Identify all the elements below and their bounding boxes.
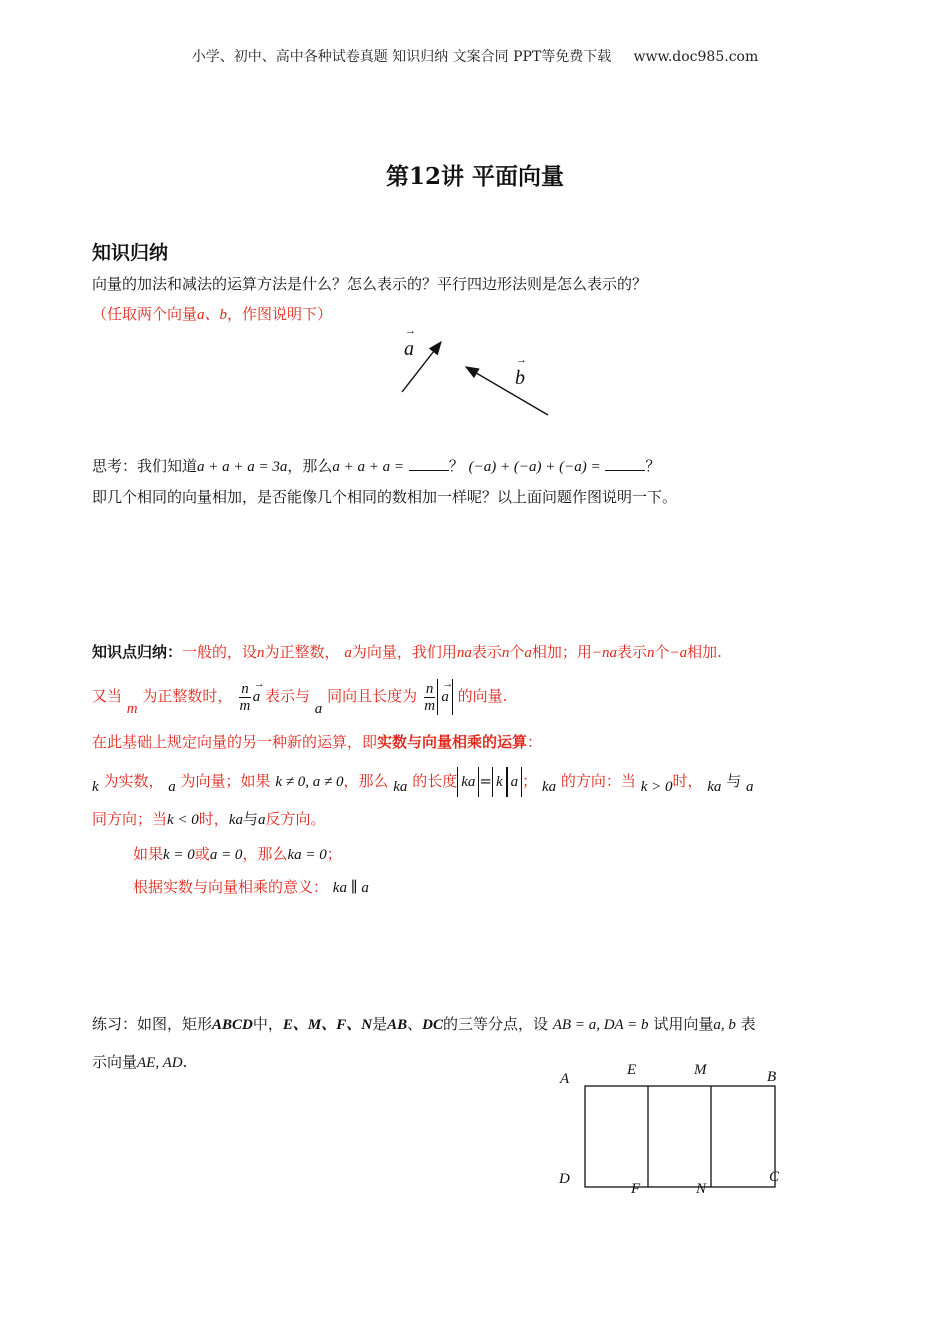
hint-suffix: ，作图说明下）: [227, 305, 333, 323]
summary-s3: 为向量，我们用: [351, 643, 457, 661]
line4-semicolon: ；: [522, 772, 538, 790]
line4-2: 为向量；如果: [180, 772, 271, 790]
abs-vec-arrow-mark: →: [442, 678, 454, 690]
summary-s5: 个: [509, 643, 525, 661]
line6-ka0: ka = 0: [287, 847, 327, 863]
ex-cond: AB = a, DA = b: [552, 1017, 649, 1033]
think-q2: ？: [645, 457, 661, 475]
line5-3: 与: [242, 810, 258, 828]
ex-line2-1: 示向量: [92, 1053, 138, 1071]
ex-rect: ABCD: [212, 1017, 253, 1033]
hint-prefix: （任取两个向量: [92, 305, 198, 323]
label-N: N: [696, 1181, 707, 1197]
ex-p4: 的三等分点，设: [442, 1015, 548, 1033]
line6-3: ；: [326, 845, 342, 863]
label-C: C: [769, 1169, 780, 1185]
summary-n: n: [257, 645, 265, 661]
ex-sep: 、: [407, 1015, 423, 1033]
line4-k: k: [92, 779, 99, 795]
think-eq3: (−a) + (−a) + (−a) =: [468, 459, 601, 475]
ex-line2-2: .: [182, 1053, 188, 1071]
line7-1: 根据实数与向量相乘的意义：: [133, 878, 329, 896]
line4-4: 的长度: [412, 772, 458, 790]
vec-a-letter: a: [252, 689, 261, 705]
summary-na: na: [456, 645, 472, 661]
question-text: 向量的加法和减法的运算方法是什么？怎么表示的？平行四边形法则是怎么表示的？: [92, 275, 648, 293]
vector-a-letter: a: [404, 338, 414, 360]
line2-2: 为正整数时，: [142, 687, 233, 705]
line5-1: 同方向；当: [92, 810, 168, 828]
vector-b-arrow-mark: →: [516, 354, 527, 366]
line5-k-lt: k < 0: [167, 812, 199, 828]
summary-label: 知识点归纳：: [92, 643, 183, 661]
line4-cond: k ≠ 0, a ≠ 0: [275, 774, 344, 790]
header-url[interactable]: www.doc985.com: [633, 49, 759, 65]
think-mid: ，那么: [287, 457, 333, 475]
line4-k-gt: k > 0: [640, 779, 673, 795]
vector-a-arrow-mark: →: [405, 325, 416, 337]
line6-1: 如果: [133, 845, 164, 863]
summary-neg-na: −na: [591, 645, 618, 661]
line4-a: a: [168, 779, 176, 795]
vector-b-letter: b: [515, 367, 525, 389]
line5-2: 时，: [198, 810, 229, 828]
summary-n-2: n: [501, 645, 510, 661]
line5-a: a: [258, 812, 266, 828]
line6-or: 或: [194, 845, 210, 863]
summary-s7: 相加.: [687, 643, 722, 661]
think-prefix: 思考：我们知道: [92, 457, 198, 475]
line5-4: 反方向。: [265, 810, 326, 828]
abs-ka: ka: [457, 767, 479, 797]
line4-yu: 与: [726, 772, 742, 790]
abs-a: a: [507, 767, 523, 797]
page-title: 第12讲 平面向量: [385, 163, 564, 190]
line3-1: 在此基础上规定向量的另一种新的运算，即: [92, 733, 378, 751]
line4-ka-3: ka: [707, 779, 722, 795]
ex-pts: E、M、F、N: [282, 1017, 373, 1033]
ex-ab: AB: [387, 1017, 408, 1033]
summary-s4: 表示: [471, 643, 502, 661]
abs-k: k: [492, 767, 507, 797]
label-B: B: [767, 1069, 777, 1085]
line4-a-2: a: [746, 779, 754, 795]
think-eq2: a + a + a =: [332, 459, 405, 475]
line4-ka: ka: [393, 779, 408, 795]
line4-1: 为实数，: [103, 772, 164, 790]
ex-p5: 试用向量: [653, 1015, 714, 1033]
section-heading: 知识归纳: [92, 242, 169, 264]
ex-p2: 中，: [252, 1015, 283, 1033]
frac-den: m: [239, 697, 251, 714]
rect-abcd: [585, 1086, 775, 1187]
ex-p3: 是: [372, 1015, 388, 1033]
summary-s5-2: 个: [654, 643, 670, 661]
think-eq1: a + a + a = 3a: [197, 459, 288, 475]
line6-2: ，那么: [242, 845, 288, 863]
line5-ka: ka: [228, 812, 243, 828]
frac2-num: n: [425, 680, 434, 697]
summary-neg-a: −a: [669, 645, 688, 661]
line2-4: 同向且长度为: [327, 687, 418, 705]
ex-p1: 练习：如图，矩形: [92, 1015, 213, 1033]
line6-k0: k = 0: [163, 847, 195, 863]
ex-p6: 表: [740, 1015, 756, 1033]
label-F: F: [631, 1181, 641, 1197]
line3-bold: 实数与向量相乘的运算: [377, 733, 528, 751]
frac-num: n: [241, 680, 249, 697]
line4-6: 时，: [672, 772, 703, 790]
ex-dc: DC: [422, 1017, 443, 1033]
think-line-2: 即几个相同的向量相加，是否能像几个相同的数相加一样呢？以上面问题作图说明一下。: [92, 488, 678, 506]
line4-5: 的方向：当: [560, 772, 636, 790]
summary-s6: 相加；用: [531, 643, 592, 661]
header-text: 小学、初中、高中各种试卷真题 知识归纳 文案合同 PPT等免费下载: [191, 49, 612, 65]
line2-a: a: [314, 701, 323, 717]
label-M: M: [694, 1062, 707, 1078]
line2-3: 表示与: [265, 687, 311, 705]
summary-n-3: n: [647, 645, 655, 661]
line2-m: m: [126, 701, 138, 717]
line7-parallel: ka ∥ a: [332, 880, 369, 896]
label-D: D: [559, 1171, 570, 1187]
summary-s2: 为正整数，: [264, 643, 340, 661]
ex-vars: a, b: [713, 1017, 736, 1033]
line4-3: ，那么: [343, 772, 389, 790]
summary-a-2: a: [524, 645, 532, 661]
think-q1: ？: [448, 457, 464, 475]
line2-1: 又当: [92, 687, 123, 705]
line4-ka-2: ka: [541, 779, 557, 795]
vec-arrow-mark: →: [253, 678, 265, 690]
summary-s4-2: 表示: [617, 643, 648, 661]
line6-a0: a = 0: [209, 847, 243, 863]
abs-vec-a-letter: a: [441, 689, 449, 705]
ex-targets: AE, AD: [137, 1055, 183, 1071]
len-eq: =: [479, 772, 492, 790]
line2-5: 的向量.: [457, 687, 508, 705]
hint-vars: a、b: [197, 307, 228, 323]
line3-2: ：: [527, 733, 543, 751]
label-A: A: [560, 1071, 570, 1087]
frac2-den: m: [424, 697, 436, 714]
summary-s1: 一般的，设: [182, 643, 258, 661]
summary-a: a: [344, 645, 352, 661]
label-E: E: [627, 1062, 637, 1078]
